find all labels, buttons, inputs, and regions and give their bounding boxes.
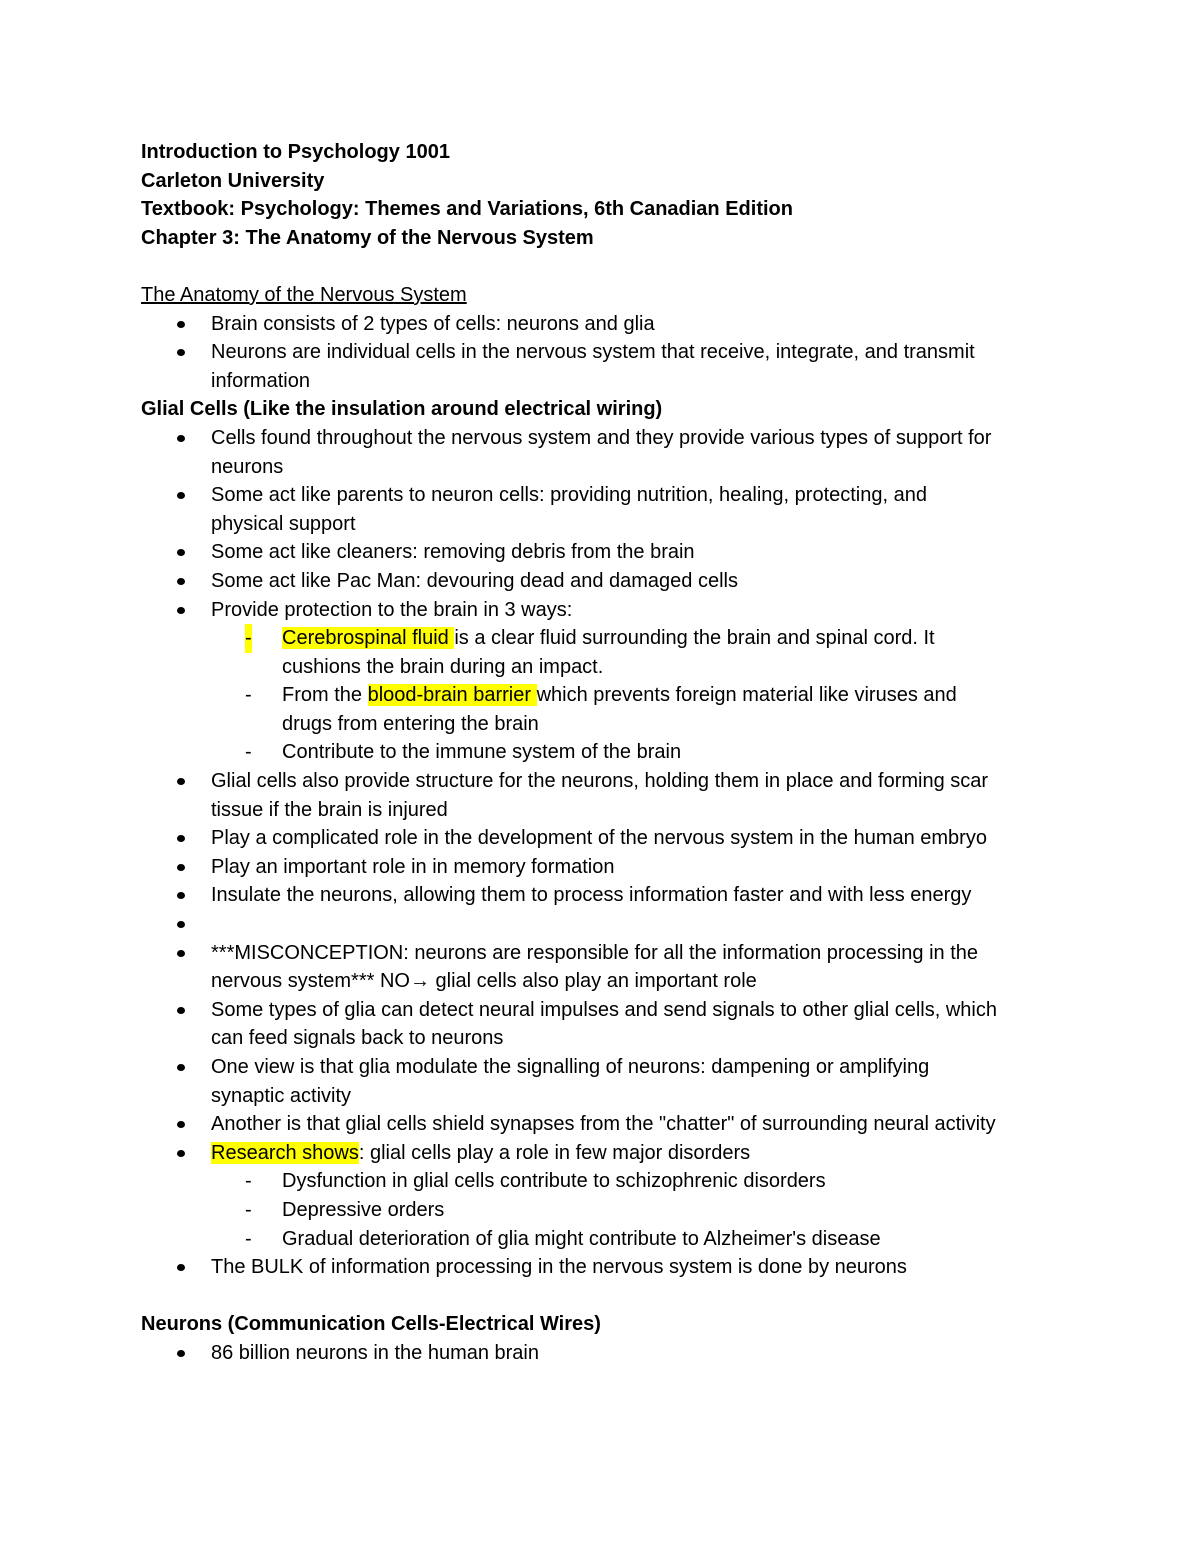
list-item: One view is that glia modulate the signalling of neurons: dampening or amplifying synaptic activity [141, 1053, 1071, 1110]
glial-list [141, 424, 1071, 1282]
list-item: Play a complicated role in the development of the nervous system in the human embryo [141, 824, 1071, 853]
list-item: The BULK of information processing in the nervous system is done by neurons [141, 1253, 1071, 1282]
bullet-icon [177, 921, 185, 928]
bullet-icon [177, 950, 185, 957]
anatomy-list [141, 310, 1071, 396]
sub-list-item: - Cerebrospinal fluid is a clear fluid surrounding the brain and spinal cord. It cushions the brain during an impact. [141, 624, 1071, 681]
list-item-empty [141, 910, 1071, 939]
sub-list-item: - Dysfunction in glial cells contribute to schizophrenic disorders [141, 1167, 1071, 1196]
textbook-title: Textbook: Psychology: Themes and Variations, 6th Canadian Edition [141, 198, 793, 221]
sub-list-item: - Contribute to the immune system of the brain [141, 738, 1071, 767]
bullet-icon [177, 435, 185, 442]
bullet-icon [177, 1121, 185, 1128]
dash-marker: - [245, 741, 252, 764]
section-heading-anatomy: The Anatomy of the Nervous System [141, 283, 467, 306]
list-item: Some act like parents to neuron cells: providing nutrition, healing, protecting, and physical support [141, 481, 1071, 538]
university-name: Carleton University [141, 169, 325, 192]
bullet-icon [177, 321, 185, 328]
dash-marker: - [245, 1198, 252, 1221]
bullet-icon [177, 1007, 185, 1014]
highlight-blood-brain-barrier: blood-brain barrier [367, 684, 537, 707]
list-item: 86 billion neurons in the human brain [141, 1339, 1071, 1368]
bullet-icon [177, 1064, 185, 1071]
spacer [141, 1282, 1071, 1311]
chapter-title: Chapter 3: The Anatomy of the Nervous System [141, 226, 594, 249]
sub-list-item: - Depressive orders [141, 1196, 1071, 1225]
list-item: Glial cells also provide structure for the neurons, holding them in place and forming scar tissue if the brain is injured [141, 767, 1071, 824]
list-item: Some act like Pac Man: devouring dead and damaged cells [141, 567, 1071, 596]
bullet-icon [177, 835, 185, 842]
sub-list-item: - Gradual deterioration of glia might contribute to Alzheimer's disease [141, 1225, 1071, 1254]
bullet-icon [177, 607, 185, 614]
bullet-icon [177, 578, 185, 585]
bullet-icon [177, 1264, 185, 1271]
course-title: Introduction to Psychology 1001 [141, 141, 450, 163]
bullet-icon [177, 549, 185, 556]
section-heading-neurons: Neurons (Communication Cells-Electrical Wires) [141, 1313, 601, 1336]
list-item: ***MISCONCEPTION: neurons are responsible for all the information processing in the nervous system*** NO→ glial cells also play an important role [141, 939, 1071, 996]
spacer [141, 252, 1071, 281]
bullet-icon [177, 349, 185, 356]
list-item: Neurons are individual cells in the nervous system that receive, integrate, and transmit information [141, 338, 1071, 395]
bullet-icon [177, 892, 185, 899]
bullet-icon [177, 1350, 185, 1357]
list-item: Provide protection to the brain in 3 ways: [141, 596, 1071, 625]
neurons-list [141, 1339, 1071, 1368]
list-item: Play an important role in in memory formation [141, 853, 1071, 882]
section-heading-glial: Glial Cells (Like the insulation around electrical wiring) [141, 398, 663, 421]
list-item: Another is that glial cells shield synapses from the "chatter" of surrounding neural activity [141, 1110, 1071, 1139]
dash-marker: - [245, 1227, 252, 1250]
list-item: Insulate the neurons, allowing them to process information faster and with less energy [141, 881, 1071, 910]
document-page [141, 138, 1071, 1368]
dash-marker: - [245, 1170, 252, 1193]
list-item: Brain consists of 2 types of cells: neurons and glia [141, 310, 1071, 339]
list-item: Cells found throughout the nervous system and they provide various types of support for neurons [141, 424, 1071, 481]
highlight-research-shows: Research shows [211, 1141, 359, 1164]
bullet-icon [177, 778, 185, 785]
dash-marker: - [245, 624, 252, 653]
list-item: Some types of glia can detect neural impulses and send signals to other glial cells, which can feed signals back to neurons [141, 996, 1071, 1053]
list-item: Research shows: glial cells play a role in few major disorders [141, 1139, 1071, 1168]
sub-list-item: - From the blood-brain barrier which prevents foreign material like viruses and drugs from entering the brain [141, 681, 1071, 738]
list-item: Some act like cleaners: removing debris from the brain [141, 538, 1071, 567]
dash-marker: - [245, 684, 252, 707]
highlight-cerebrospinal-fluid: Cerebrospinal fluid [282, 627, 455, 650]
bullet-icon [177, 492, 185, 499]
bullet-icon [177, 1150, 185, 1157]
bullet-icon [177, 864, 185, 871]
